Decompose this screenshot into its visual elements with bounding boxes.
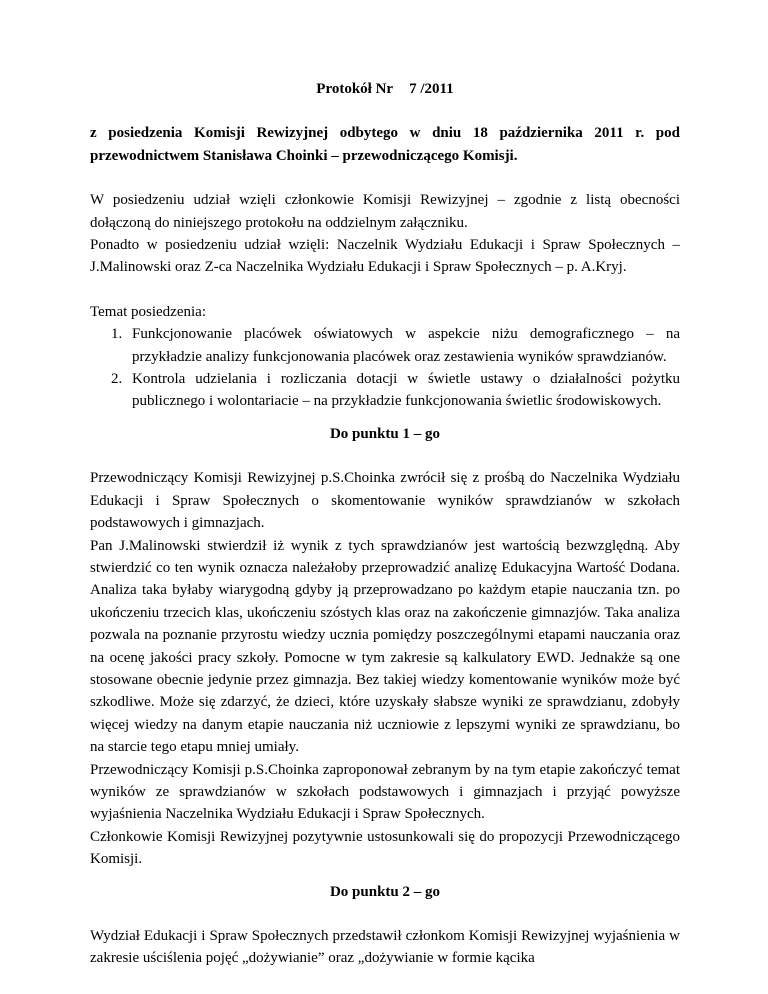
agenda-label: Temat posiedzenia:: [90, 303, 206, 320]
intro-paragraph-2: Ponadto w posiedzeniu udział wzięli: Naczelnik Wydziału Edukacji i Spraw Społecznych – J.Malinowski oraz Z-ca Naczelnika Wydziału Edukacji i Spraw Społecznych – p. A.Kryj.: [90, 237, 680, 276]
section-1-paragraph-1: Przewodniczący Komisji Rewizyjnej p.S.Choinka zwrócił się z prośbą do Naczelnika Wydziału Edukacji i Spraw Społecznych o skomentowanie wyników sprawdzianów w szkołach podstawowych i gimnazjach.: [90, 470, 680, 532]
agenda-item-2: 2. Kontrola udzielania i rozliczania dotacji w świetle ustawy o działalności pożytku publicznego i wolontariacie – na przykładzie funkcjonowania świetlic środowiskowych.: [126, 368, 680, 413]
title-prefix: Protokół Nr: [316, 81, 394, 97]
intro-paragraph-1: W posiedzeniu udział wzięli członkowie Komisji Rewizyjnej – zgodnie z listą obecności dołączoną do niniejszego protokołu na oddzielnym załączniku.: [90, 192, 680, 231]
document-subtitle: z posiedzenia Komisji Rewizyjnej odbytego w dniu 18 października 2011 r. pod przewodnictwem Stanisława Choinki – przewodniczącego Komisji.: [90, 125, 680, 164]
section-1-paragraph-3: Przewodniczący Komisji p.S.Choinka zaproponował zebranym by na tym etapie zakończyć temat wyników ze sprawdzianów w szkołach podstawowych i gimnazjach i przyjąć powyższe wyjaśnienia Naczelnika Wydziału Edukacji i Spraw Społecznych.: [90, 761, 680, 823]
section-2-heading: Do punktu 2 – go: [329, 883, 441, 900]
section-1-heading: Do punktu 1 – go: [329, 425, 441, 442]
section-1-paragraph-4: Członkowie Komisji Rewizyjnej pozytywnie ustosunkowali się do propozycji Przewodniczącego Komisji.: [90, 828, 680, 868]
document-page: [90, 60, 680, 970]
title-number: 7 /2011: [409, 81, 454, 97]
section-1-paragraph-2: Pan J.Malinowski stwierdził iż wynik z tych sprawdzianów jest wartością bezwzględną. Aby stwierdzić co ten wynik oznacza należałoby przeprowadzić analizę Edukacyjna Wartość Dodana. Analiza taka byłaby wiarygodną gdyby ją przeprowadzano po każdym etapie nauczania tzn. po ukończeniu trzecich klas, ukończeniu szóstych klas oraz na zakończenie gimnazjów. Taka analiza pozwala na poznanie przyrostu wiedzy ucznia pomiędzy poszczególnymi etapami nauczania oraz na ocenę jakości pracy szkoły. Pomocne w tym zakresie są kalkulatory EWD. Jednakże są one stosowane obecnie jedynie przez gimnazja. Bez takiej wiedzy komentowanie wyników może być szkodliwe. Może się zdarzyć, że dzieci, które uzyskały słabsze wyniki ze sprawdzianu, zdobyły więcej wiedzy na danym etapie nauczania niż uczniowie z lepszymi wyniki ze sprawdzianu, bo na starcie tego etapu mniej umiały.: [90, 537, 680, 756]
agenda-item-1: 1. Funkcjonowanie placówek oświatowych w aspekcie niżu demograficznego – na przykładzie analizy funkcjonowania placówek oraz zestawienia wyników sprawdzianów.: [126, 323, 680, 368]
document-title: [90, 78, 680, 100]
section-2-paragraph-1: Wydział Edukacji i Spraw Społecznych przedstawił członkom Komisji Rewizyjnej wyjaśnienia w zakresie uściślenia pojęć „dożywianie” oraz „dożywianie w formie kącika: [90, 928, 680, 967]
agenda-list: [90, 323, 680, 413]
